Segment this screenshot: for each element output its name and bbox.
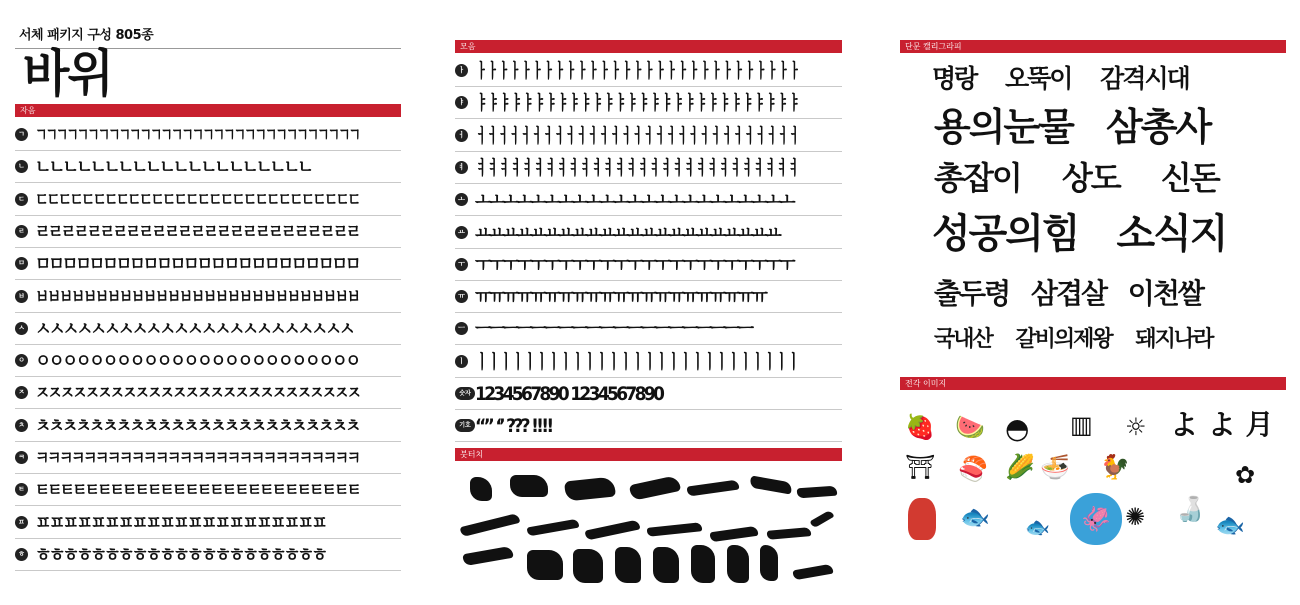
row-marker: ㅂ	[15, 290, 28, 303]
glyph-samples: ㄷㄷㄷㄷㄷㄷㄷㄷㄷㄷㄷㄷㄷㄷㄷㄷㄷㄷㄷㄷㄷㄷㄷㄷㄷㄷㄷㄷ	[35, 188, 359, 211]
row-marker: ㅣ	[455, 355, 468, 368]
glyph-row	[455, 218, 842, 249]
row-marker: ㅕ	[455, 161, 468, 174]
glyph-row	[15, 152, 401, 183]
glyph-samples: ㄱㄱㄱㄱㄱㄱㄱㄱㄱㄱㄱㄱㄱㄱㄱㄱㄱㄱㄱㄱㄱㄱㄱㄱㄱㄱㄱㄱㄱㄱㄱ	[35, 124, 359, 146]
row-marker: ㄱ	[15, 128, 28, 141]
row-marker: ㅈ	[15, 386, 28, 399]
glyph-samples: “” ‘’ ??? !!!!	[475, 415, 552, 438]
house-icon: ⛩	[905, 453, 936, 481]
row-marker: ㅎ	[15, 548, 28, 561]
brush-stroke	[527, 550, 563, 580]
glyph-row	[15, 508, 401, 539]
glyph-row	[455, 56, 842, 87]
glyph-row	[455, 185, 842, 216]
row-marker: ㅠ	[455, 290, 468, 303]
row-marker: 숫자	[455, 387, 475, 400]
watermelon-slice-icon: ◓	[1005, 412, 1030, 445]
fish-icon: 🐟	[960, 503, 990, 531]
brush-stroke	[470, 477, 492, 501]
glyph-row	[15, 282, 401, 313]
glyph-row	[15, 378, 401, 409]
glyph-samples: ㅣㅣㅣㅣㅣㅣㅣㅣㅣㅣㅣㅣㅣㅣㅣㅣㅣㅣㅣㅣㅣㅣㅣㅣㅣㅣㅣ	[475, 350, 799, 373]
glyph-samples: ㅛㅛㅛㅛㅛㅛㅛㅛㅛㅛㅛㅛㅛㅛㅛㅛㅛㅛㅛㅛㅛㅛ	[475, 221, 780, 244]
calligraphy-line: 명랑 오뚝이 감격시대	[932, 64, 1189, 93]
glyph-samples: ㅑㅑㅑㅑㅑㅑㅑㅑㅑㅑㅑㅑㅑㅑㅑㅑㅑㅑㅑㅑㅑㅑㅑㅑㅑㅑㅑㅑ	[475, 92, 799, 115]
glyph-samples: ㅇㅇㅇㅇㅇㅇㅇㅇㅇㅇㅇㅇㅇㅇㅇㅇㅇㅇㅇㅇㅇㅇㅇㅇ	[35, 350, 359, 373]
glyph-row	[455, 121, 842, 152]
watermelon-icon: 🍉	[955, 413, 985, 441]
glyph-samples: ㅋㅋㅋㅋㅋㅋㅋㅋㅋㅋㅋㅋㅋㅋㅋㅋㅋㅋㅋㅋㅋㅋㅋㅋㅋㅋㅋ	[35, 447, 359, 469]
calligraphy-mark-icon: よ よ 月	[1170, 408, 1274, 441]
calligraphy-line: 성공의힘 소식지	[932, 210, 1227, 257]
brush-stroke	[767, 527, 812, 540]
brush-stroke	[710, 526, 759, 543]
glyph-row	[455, 282, 842, 313]
strawberry-icon: 🍓	[905, 413, 935, 441]
font-logo: 바위	[23, 44, 112, 104]
brush-stroke	[653, 547, 679, 583]
glyph-samples: ㅗㅗㅗㅗㅗㅗㅗㅗㅗㅗㅗㅗㅗㅗㅗㅗㅗㅗㅗㅗㅗㅗㅗ	[475, 189, 793, 212]
brush-stroke	[687, 479, 740, 496]
row-marker: ㅍ	[15, 516, 28, 529]
glyph-samples: ㅁㅁㅁㅁㅁㅁㅁㅁㅁㅁㅁㅁㅁㅁㅁㅁㅁㅁㅁㅁㅁㅁㅁㅁ	[35, 253, 359, 276]
glyph-row	[15, 185, 401, 216]
calligraphy-line: 용의눈물 삼총사	[934, 104, 1211, 149]
illustrations	[900, 405, 1286, 565]
glyph-row	[15, 346, 401, 377]
row-marker: ㅋ	[15, 451, 28, 464]
calligraphy-line: 출두령 삼겹살 이천쌀	[934, 277, 1203, 310]
glyph-row	[15, 217, 401, 248]
glyph-samples: ㅓㅓㅓㅓㅓㅓㅓㅓㅓㅓㅓㅓㅓㅓㅓㅓㅓㅓㅓㅓㅓㅓㅓㅓㅓㅓㅓㅓㅓ	[475, 124, 800, 147]
swimming-fish-icon: 🐟	[1215, 511, 1245, 539]
glyph-samples: ㅎㅎㅎㅎㅎㅎㅎㅎㅎㅎㅎㅎㅎㅎㅎㅎㅎㅎㅎㅎㅎ	[35, 543, 326, 566]
brush-stroke	[797, 486, 838, 499]
brush-stroke	[792, 564, 833, 581]
glyph-row	[455, 411, 842, 442]
flower-icon: ✺	[1125, 503, 1146, 531]
squid-icon: 🦑	[1070, 493, 1122, 545]
row-marker: 기호	[455, 419, 475, 432]
glyph-row	[15, 120, 401, 151]
glyph-row	[15, 443, 401, 474]
glyph-samples: ㅜㅜㅜㅜㅜㅜㅜㅜㅜㅜㅜㅜㅜㅜㅜㅜㅜㅜㅜㅜㅜㅜㅜ	[475, 253, 793, 276]
row-marker: ㄹ	[15, 225, 28, 238]
glyph-row	[455, 347, 842, 378]
brush-stroke	[749, 475, 792, 494]
sushi-icon: 🍣	[958, 455, 988, 483]
glyph-samples: ㅍㅍㅍㅍㅍㅍㅍㅍㅍㅍㅍㅍㅍㅍㅍㅍㅍㅍㅍㅍㅍ	[35, 511, 326, 534]
glyph-row	[15, 411, 401, 442]
brush-stroke	[573, 549, 603, 583]
brush-stroke	[691, 545, 715, 583]
glyph-samples: ㅌㅌㅌㅌㅌㅌㅌㅌㅌㅌㅌㅌㅌㅌㅌㅌㅌㅌㅌㅌㅌㅌㅌㅌㅌㅌ	[35, 479, 360, 502]
calligraphy-section-bar: 단문 캘리그라피	[900, 40, 1286, 53]
glyph-row	[15, 540, 401, 571]
brush-stroke	[629, 475, 681, 501]
row-marker: ㅡ	[455, 322, 468, 335]
leaf-icon: ✿	[1235, 461, 1256, 489]
brush-stroke	[460, 513, 521, 537]
brush-strokes	[455, 465, 842, 595]
noodle-bowl-icon: 🍜	[1040, 453, 1070, 481]
glyph-samples: ㅅㅅㅅㅅㅅㅅㅅㅅㅅㅅㅅㅅㅅㅅㅅㅅㅅㅅㅅㅅㅅㅅㅅ	[35, 317, 353, 340]
glyph-samples: ㅕㅕㅕㅕㅕㅕㅕㅕㅕㅕㅕㅕㅕㅕㅕㅕㅕㅕㅕㅕㅕㅕㅕㅕㅕㅕㅕㅕ	[475, 156, 799, 179]
glyph-samples: 1234567890 1234567890	[475, 383, 663, 405]
sun-icon: ☼	[1125, 413, 1147, 441]
brush-stroke	[647, 522, 703, 537]
brush-stroke	[727, 545, 749, 583]
stroke-section-bar: 붓터치	[455, 448, 842, 461]
rooster-icon: 🐓	[1100, 453, 1130, 481]
brush-stroke	[564, 476, 616, 501]
row-marker: ㅏ	[455, 64, 468, 77]
illustration-section-bar: 전각 이미지	[900, 377, 1286, 390]
brush-stroke	[527, 519, 580, 537]
row-marker: ㄷ	[15, 193, 28, 206]
brush-stroke	[615, 547, 641, 583]
glyph-samples: ㅏㅏㅏㅏㅏㅏㅏㅏㅏㅏㅏㅏㅏㅏㅏㅏㅏㅏㅏㅏㅏㅏㅏㅏㅏㅏㅏㅏㅏ	[475, 60, 800, 82]
row-marker: ㅓ	[455, 129, 468, 142]
glyph-row	[15, 314, 401, 345]
corn-icon: 🌽	[1005, 453, 1035, 481]
brush-stroke	[585, 519, 641, 540]
seal-stamp-icon	[908, 498, 936, 540]
glyph-row	[455, 88, 842, 119]
glyph-row	[15, 249, 401, 280]
brush-stroke	[510, 475, 548, 497]
brush-stroke	[810, 510, 835, 529]
row-marker: ㅑ	[455, 96, 468, 109]
glyph-row	[15, 475, 401, 506]
consonant-section-bar: 자음	[15, 104, 401, 117]
small-fish-icon: 🐟	[1025, 515, 1050, 539]
glyph-samples: ㄴㄴㄴㄴㄴㄴㄴㄴㄴㄴㄴㄴㄴㄴㄴㄴㄴㄴㄴㄴ	[35, 156, 312, 179]
calligraphy-line: 총잡이 상도 신돈	[934, 159, 1219, 197]
glyph-samples: ㅠㅠㅠㅠㅠㅠㅠㅠㅠㅠㅠㅠㅠㅠㅠㅠㅠㅠㅠㅠㅠ	[475, 286, 766, 309]
glyph-row	[455, 153, 842, 184]
books-icon: ▥	[1070, 411, 1093, 439]
brush-stroke	[462, 546, 513, 567]
row-marker: ㅗ	[455, 193, 468, 206]
bottle-icon: 🍶	[1175, 495, 1205, 523]
row-marker: ㅛ	[455, 226, 468, 239]
row-marker: ㅊ	[15, 419, 28, 432]
row-marker: ㅁ	[15, 257, 28, 270]
calligraphy-line: 국내산 갈비의제왕 돼지나라	[934, 326, 1213, 352]
glyph-row	[455, 379, 842, 410]
row-marker: ㄴ	[15, 160, 28, 173]
row-marker: ㅅ	[15, 322, 28, 335]
glyph-row	[455, 314, 842, 345]
glyph-samples: ㄹㄹㄹㄹㄹㄹㄹㄹㄹㄹㄹㄹㄹㄹㄹㄹㄹㄹㄹㄹㄹㄹㄹㄹㄹ	[35, 220, 359, 243]
row-marker: ㅇ	[15, 354, 28, 367]
vowel-section-bar: 모음	[455, 40, 842, 53]
glyph-row	[455, 250, 842, 281]
glyph-samples: ㅂㅂㅂㅂㅂㅂㅂㅂㅂㅂㅂㅂㅂㅂㅂㅂㅂㅂㅂㅂㅂㅂㅂㅂㅂㅂㅂ	[35, 285, 359, 308]
brush-stroke	[760, 545, 778, 581]
glyph-samples: ㅊㅊㅊㅊㅊㅊㅊㅊㅊㅊㅊㅊㅊㅊㅊㅊㅊㅊㅊㅊㅊㅊㅊㅊ	[35, 414, 359, 437]
glyph-samples: ㅡㅡㅡㅡㅡㅡㅡㅡㅡㅡㅡㅡㅡㅡㅡㅡㅡㅡㅡㅡ	[475, 318, 752, 341]
row-marker: ㅌ	[15, 483, 28, 496]
package-title: 서체 패키지 구성 805종	[19, 28, 154, 43]
row-marker: ㅜ	[455, 258, 468, 271]
glyph-samples: ㅈㅈㅈㅈㅈㅈㅈㅈㅈㅈㅈㅈㅈㅈㅈㅈㅈㅈㅈㅈㅈㅈㅈㅈㅈㅈ	[35, 382, 360, 405]
